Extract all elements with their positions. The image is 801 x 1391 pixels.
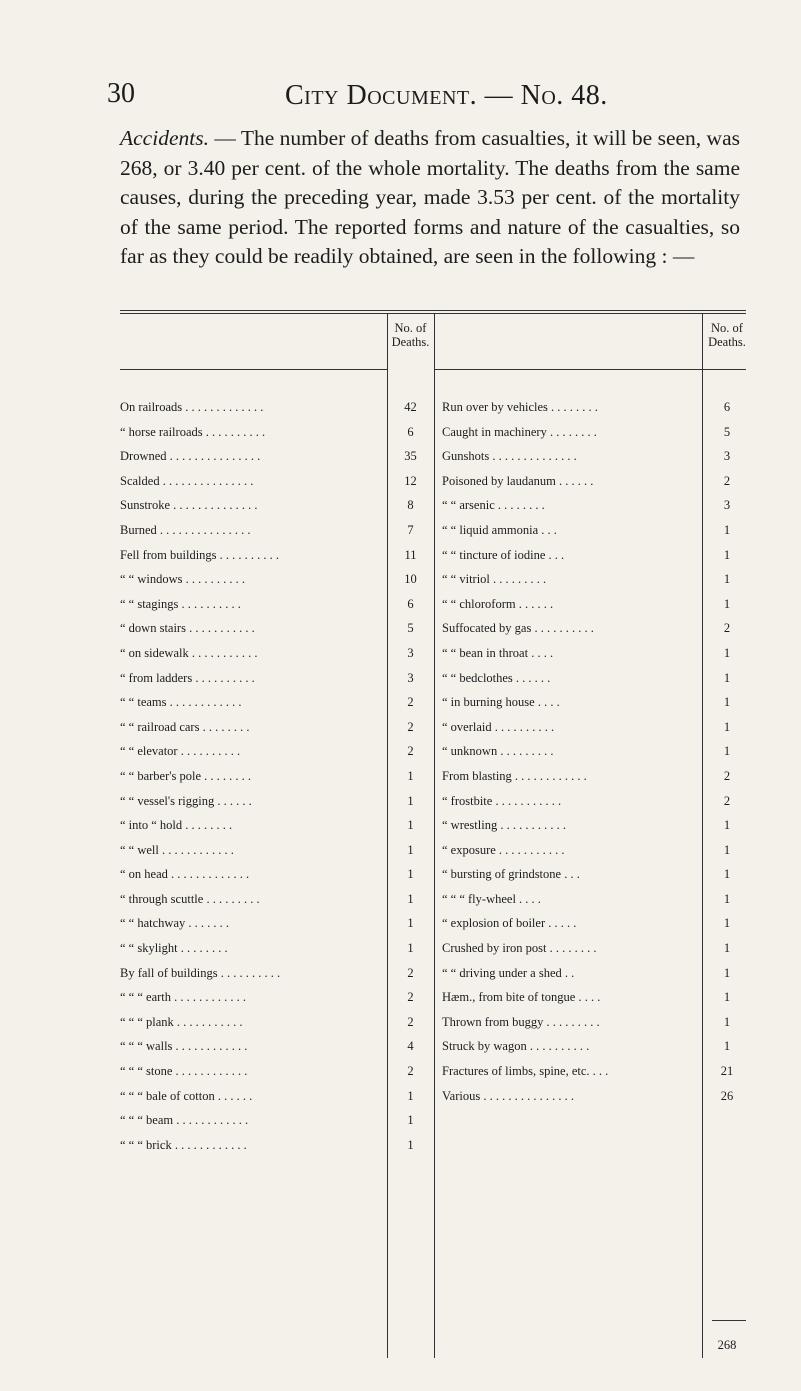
death-count: 1: [723, 522, 731, 537]
table-row: [120, 1084, 434, 1109]
death-count: 42: [404, 400, 417, 414]
death-count: 1: [407, 818, 414, 833]
table-row: [120, 1108, 434, 1133]
death-count: 35: [404, 449, 417, 464]
intro-paragraph: [120, 124, 740, 272]
death-count: 1: [723, 670, 731, 685]
cause-label: “ horse railroads . . . . . . . . . .: [120, 424, 266, 439]
table-row: [434, 789, 746, 814]
death-count: 4: [407, 1039, 414, 1054]
death-count: 2: [407, 695, 414, 710]
death-count: 6: [723, 400, 731, 414]
cause-label: “ on head . . . . . . . . . . . . .: [120, 867, 250, 882]
table-row: [120, 911, 434, 936]
cause-label: Burned . . . . . . . . . . . . . . .: [120, 522, 251, 537]
table-row: [120, 592, 434, 617]
death-count: 2: [407, 1014, 414, 1029]
table-top-rule: [120, 310, 746, 311]
cause-label: “ “ liquid ammonia . . .: [442, 522, 557, 537]
table-row: [120, 395, 434, 420]
cause-label: “ “ “ walls . . . . . . . . . . . .: [120, 1039, 248, 1054]
death-count: 6: [407, 596, 414, 611]
table-row: [434, 1059, 746, 1084]
table-row: [120, 1059, 434, 1084]
running-title: City Document. — No. 48.: [285, 80, 608, 111]
death-count: 2: [407, 1064, 414, 1079]
table-row: [434, 444, 746, 469]
death-count: 1: [407, 842, 414, 857]
table-row: [434, 395, 746, 420]
cause-label: “ in burning house . . . .: [442, 695, 560, 710]
death-count: 1: [723, 867, 731, 882]
table-row: [120, 420, 434, 445]
cause-label: “ “ hatchway . . . . . . .: [120, 916, 229, 931]
death-count: 3: [407, 670, 414, 685]
page-number: 30: [107, 78, 135, 109]
cause-label: “ “ “ earth . . . . . . . . . . . .: [120, 990, 247, 1005]
death-count: 1: [407, 1137, 414, 1152]
right-column-header: No. of Deaths.: [708, 321, 746, 349]
table-row: [120, 690, 434, 715]
cause-label: “ “ railroad cars . . . . . . . .: [120, 719, 250, 734]
cause-label: “ “ arsenic . . . . . . . .: [442, 498, 545, 513]
table-row: [434, 641, 746, 666]
cause-label: Thrown from buggy . . . . . . . . .: [442, 1014, 600, 1029]
cause-label: Sunstroke . . . . . . . . . . . . . .: [120, 498, 258, 513]
cause-label: “ “ “ brick . . . . . . . . . . . .: [120, 1137, 247, 1152]
table-row: [120, 641, 434, 666]
table-row: [120, 1034, 434, 1059]
cause-label: “ bursting of grindstone . . .: [442, 867, 580, 882]
death-count: 6: [407, 424, 414, 439]
death-count: 3: [723, 449, 731, 464]
table-row: [434, 469, 746, 494]
table-row: [434, 715, 746, 740]
table-row: [120, 666, 434, 691]
table-row: [434, 862, 746, 887]
death-count: 2: [723, 473, 731, 488]
left-column: [120, 395, 434, 1157]
header-rule-right: [434, 369, 746, 370]
table-row: [120, 887, 434, 912]
cause-label: “ “ vessel's rigging . . . . . .: [120, 793, 252, 808]
cause-label: “ “ bedclothes . . . . . .: [442, 670, 551, 685]
table-row: [120, 936, 434, 961]
cause-label: Scalded . . . . . . . . . . . . . . .: [120, 473, 254, 488]
death-count: 1: [723, 965, 731, 980]
death-count: 8: [407, 498, 414, 513]
cause-label: Struck by wagon . . . . . . . . . .: [442, 1039, 590, 1054]
table-row: [434, 493, 746, 518]
table-row: [434, 666, 746, 691]
death-count: 12: [404, 473, 417, 488]
cause-label: Fractures of limbs, spine, etc. . . .: [442, 1064, 609, 1079]
death-count: 3: [723, 498, 731, 513]
section-heading: Accidents.: [120, 126, 209, 150]
table-row: [120, 1010, 434, 1035]
death-count: 1: [723, 1014, 731, 1029]
table-row: [120, 469, 434, 494]
death-count: 5: [407, 621, 414, 636]
death-count: 1: [723, 547, 731, 562]
cause-label: “ frostbite . . . . . . . . . . .: [442, 793, 562, 808]
table-row: [434, 1034, 746, 1059]
death-count: 1: [407, 1113, 414, 1128]
death-count: 7: [407, 522, 414, 537]
death-count: 1: [407, 793, 414, 808]
table-top-rule-inner: [120, 313, 746, 314]
death-count: 1: [723, 891, 731, 906]
table-row: [120, 493, 434, 518]
table-row: [434, 961, 746, 986]
cause-label: Hæm., from bite of tongue . . . .: [442, 990, 601, 1005]
table-row: [434, 690, 746, 715]
table-row: [434, 420, 746, 445]
cause-label: “ “ “ plank . . . . . . . . . . .: [120, 1014, 243, 1029]
death-count: 1: [723, 990, 731, 1005]
death-count: 11: [404, 547, 417, 562]
death-count: 1: [723, 744, 731, 759]
death-count: 1: [723, 695, 731, 710]
table-row: [434, 518, 746, 543]
table-row: [434, 911, 746, 936]
cause-label: “ from ladders . . . . . . . . . .: [120, 670, 255, 685]
death-count: 1: [407, 1088, 414, 1103]
intro-text: — The number of deaths from casualties, it will be seen, was 268, or 3.40 per cent. of the whole mortality. The deaths from the same causes, during the preceding year, made 3.53 per cent. of the mortality of the same period. The reported forms and nature of the casualties, so far as they could be readily obtained, are seen in the following : —: [120, 126, 740, 268]
table-row: [120, 789, 434, 814]
cause-label: “ “ “ stone . . . . . . . . . . . .: [120, 1064, 248, 1079]
table-row: [434, 1010, 746, 1035]
table-row: [434, 616, 746, 641]
cause-label: “ “ barber's pole . . . . . . . .: [120, 768, 252, 783]
death-count: 3: [407, 645, 414, 660]
table-row: [120, 764, 434, 789]
cause-label: “ “ bean in throat . . . .: [442, 645, 554, 660]
death-count: 2: [407, 744, 414, 759]
death-count: 2: [723, 793, 731, 808]
table-row: [434, 764, 746, 789]
cause-label: “ down stairs . . . . . . . . . . .: [120, 621, 255, 636]
death-count: 1: [723, 1039, 731, 1054]
right-column: [434, 395, 746, 1108]
cause-label: “ “ stagings . . . . . . . . . .: [120, 596, 241, 611]
cause-label: On railroads . . . . . . . . . . . . .: [120, 400, 264, 414]
death-count: 1: [723, 596, 731, 611]
death-count: 1: [407, 867, 414, 882]
table-row: [434, 739, 746, 764]
death-count: 1: [723, 719, 731, 734]
cause-label: By fall of buildings . . . . . . . . . .: [120, 965, 281, 980]
cause-label: Run over by vehicles . . . . . . . .: [442, 400, 598, 414]
table-row: [120, 1133, 434, 1158]
cause-label: “ “ elevator . . . . . . . . . .: [120, 744, 241, 759]
cause-label: Poisoned by laudanum . . . . . .: [442, 473, 594, 488]
cause-label: “ into “ hold . . . . . . . .: [120, 818, 233, 833]
cause-label: “ “ tincture of iodine . . .: [442, 547, 565, 562]
cause-label: “ “ skylight . . . . . . . .: [120, 941, 228, 956]
death-count: 2: [723, 768, 731, 783]
cause-label: Various . . . . . . . . . . . . . . .: [442, 1088, 574, 1103]
table-row: [120, 838, 434, 863]
table-row: [434, 592, 746, 617]
table-row: [120, 739, 434, 764]
cause-label: “ overlaid . . . . . . . . . .: [442, 719, 555, 734]
cause-label: “ “ “ beam . . . . . . . . . . . .: [120, 1113, 249, 1128]
cause-label: Drowned . . . . . . . . . . . . . . .: [120, 449, 261, 464]
table-row: [120, 543, 434, 568]
table-row: [120, 567, 434, 592]
table-row: [120, 715, 434, 740]
table-row: [434, 543, 746, 568]
table-row: [120, 862, 434, 887]
death-count: 1: [407, 768, 414, 783]
cause-label: Fell from buildings . . . . . . . . . .: [120, 547, 280, 562]
cause-label: “ explosion of boiler . . . . .: [442, 916, 577, 931]
death-count: 2: [407, 965, 414, 980]
death-count: 5: [723, 424, 731, 439]
table-row: [434, 936, 746, 961]
cause-label: “ on sidewalk . . . . . . . . . . .: [120, 645, 258, 660]
table-row: [434, 813, 746, 838]
cause-label: “ “ teams . . . . . . . . . . . .: [120, 695, 242, 710]
cause-label: From blasting . . . . . . . . . . . .: [442, 768, 587, 783]
cause-label: “ unknown . . . . . . . . .: [442, 744, 554, 759]
cause-label: Caught in machinery . . . . . . . .: [442, 424, 597, 439]
table-row: [434, 838, 746, 863]
header-rule-left: [120, 369, 387, 370]
cause-label: “ “ windows . . . . . . . . . .: [120, 572, 245, 587]
left-column-header: No. of Deaths.: [391, 321, 430, 349]
table-row: [120, 813, 434, 838]
table-row: [120, 985, 434, 1010]
death-count: 21: [720, 1064, 734, 1079]
death-count: 2: [407, 990, 414, 1005]
death-count: 1: [723, 941, 731, 956]
table-row: [120, 616, 434, 641]
death-count: 2: [407, 719, 414, 734]
cause-label: “ “ vitriol . . . . . . . . .: [442, 572, 547, 587]
death-count: 2: [723, 621, 731, 636]
death-count: 10: [404, 572, 417, 587]
death-count: 26: [720, 1088, 734, 1103]
sum-rule: [712, 1320, 746, 1321]
death-count: 1: [723, 842, 731, 857]
cause-label: “ “ well . . . . . . . . . . . .: [120, 842, 234, 857]
cause-label: “ “ “ bale of cotton . . . . . .: [120, 1088, 253, 1103]
table-row: [120, 444, 434, 469]
death-count: 1: [723, 572, 731, 587]
cause-label: Gunshots . . . . . . . . . . . . . .: [442, 449, 577, 464]
death-count: 1: [407, 941, 414, 956]
cause-label: “ “ chloroform . . . . . .: [442, 596, 554, 611]
death-count: 1: [723, 916, 731, 931]
cause-label: Crushed by iron post . . . . . . . .: [442, 941, 597, 956]
total-deaths: 268: [717, 1338, 737, 1352]
table-row: [120, 961, 434, 986]
table-row: [434, 1084, 746, 1109]
cause-label: “ through scuttle . . . . . . . . .: [120, 891, 260, 906]
table-row: [434, 567, 746, 592]
cause-label: “ wrestling . . . . . . . . . . .: [442, 818, 566, 833]
cause-label: “ exposure . . . . . . . . . . .: [442, 842, 565, 857]
death-count: 1: [407, 916, 414, 931]
table-row: [434, 985, 746, 1010]
cause-label: Suffocated by gas . . . . . . . . . .: [442, 621, 594, 636]
cause-label: “ “ “ fly-wheel . . . .: [442, 891, 541, 906]
death-count: 1: [723, 818, 731, 833]
cause-label: “ “ driving under a shed . .: [442, 965, 575, 980]
table-row: [120, 518, 434, 543]
table-row: [434, 887, 746, 912]
death-count: 1: [723, 645, 731, 660]
death-count: 1: [407, 891, 414, 906]
